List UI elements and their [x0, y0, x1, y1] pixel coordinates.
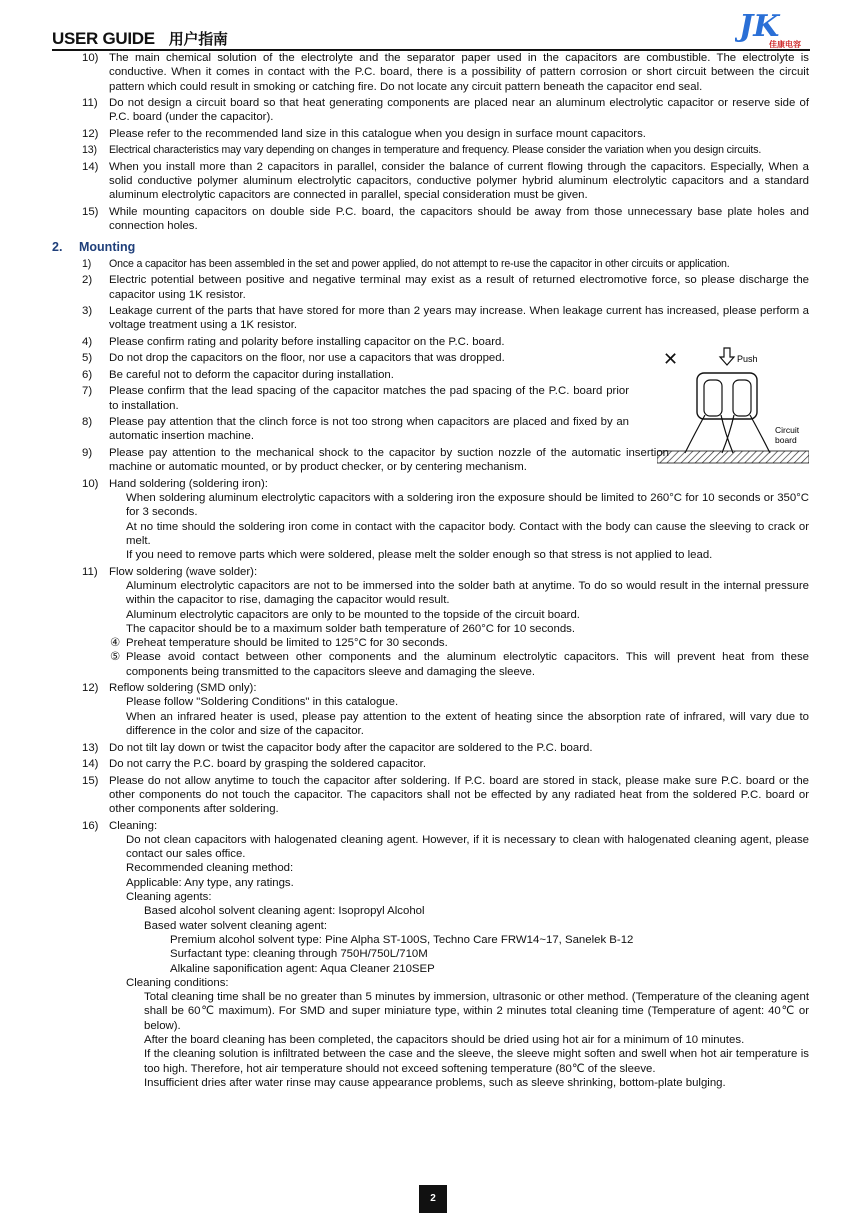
item-text: The main chemical solution of the electrolyte and the separator paper used in the capacitors are combustible. The electrolyte is conductive. When it comes in contact with the P.C. board, there is a possibility of pattern corrosion or short circuit between the circuit pattern which could result in smoking or catching fire. Do not locate any circuit pattern beneath the capacitor end seal. — [109, 52, 809, 93]
item-line: Do not clean capacitors with halogenated cleaning agent. However, if it is necessary to clean with halogenated cleaning agent, please contact our sales office. — [126, 833, 809, 861]
item-number: 4) — [82, 335, 93, 348]
item-line: Based alcohol solvent cleaning agent: Isopropyl Alcohol — [144, 905, 425, 918]
item-line: Based water solvent cleaning agent: — [144, 919, 328, 932]
item-text: Please do not allow anytime to touch the capacitor after soldering. If P.C. board are stored in stack, please make sure P.C. board or the other components do not touch the capacitor. The capacitors shall not be effected by any radiated heat from the soldered P.C. board or other components after soldering. — [109, 774, 809, 816]
item-line: Cleaning agents: — [126, 891, 212, 904]
list-item — [82, 96, 809, 125]
guide-title-cn: 用户指南 — [168, 30, 228, 48]
item-text: Please confirm rating and polarity before installing capacitor on the P.C. board. — [109, 335, 505, 348]
item-text: Do not design a circuit board so that heat generating components are placed near an aluminum electrolytic capacitor or reserve side of P.C. board (under the capacitor). — [109, 97, 809, 124]
list-item — [82, 774, 809, 817]
list-item — [82, 415, 629, 444]
list-item-hand-soldering — [82, 477, 809, 563]
item-number: 12) — [82, 682, 99, 695]
item-number: 1) — [82, 257, 92, 270]
list-item — [82, 205, 809, 234]
list-item — [82, 143, 809, 157]
item-number: 8) — [82, 416, 93, 429]
item-text: While mounting capacitors on double side P.C. board, the capacitors should be away from those unnecessary base plate holes and connection holes. — [109, 205, 809, 233]
item-line: Aluminum electrolytic capacitors are only to be mounted to the topside of the circuit board. — [126, 608, 580, 621]
circled-number: ④ — [110, 637, 121, 650]
circuit-label-2: board — [775, 435, 797, 445]
item-line-text: Please avoid contact between other components and the aluminum electrolytic capacitors. This will prevent heat from these components being transmitted to the capacitors sleeve and damaging the sleeve. — [126, 651, 809, 678]
list-item — [82, 351, 629, 365]
item-line: Applicable: Any type, any ratings. — [126, 876, 294, 889]
list-item — [82, 51, 809, 94]
item-text: Be careful not to deform the capacitor during installation. — [109, 368, 394, 381]
list-item — [82, 757, 809, 771]
item-text: Please refer to the recommended land size in this catalogue when you design in surface mount capacitors. — [109, 127, 646, 140]
circled-number: ⑤ — [110, 651, 121, 664]
item-text: Once a capacitor has been assembled in the set and power applied, do not attempt to re-use the capacitor in other circuits or application. — [109, 257, 730, 270]
item-heading: Cleaning: — [109, 819, 158, 832]
item-number: 12) — [82, 127, 99, 140]
item-number: 13) — [82, 741, 99, 754]
item-text: Please pay attention that the clinch force is not too strong when capacitors are placed and fixed by an automatic insertion machine. — [109, 416, 629, 443]
item-line: At no time should the soldering iron come in contact with the capacitor body. Contact with the body can cause the sleeving to crack or melt. — [126, 520, 809, 547]
list-item — [82, 304, 809, 333]
item-line: Premium alcohol solvent type: Pine Alpha ST-100S, Techno Care FRW14~17, Sanelek B-12 — [170, 933, 634, 946]
item-number: 7) — [82, 385, 93, 398]
list-item — [82, 127, 809, 141]
item-line: Insufficient dries after water rinse may cause appearance problems, such as sleeve shrinking, bottom-plate bulging. — [144, 1076, 726, 1089]
item-line-text: Preheat temperature should be limited to 125°C for 30 seconds. — [126, 637, 448, 650]
item-number: 14) — [82, 758, 99, 771]
item-line: The capacitor should be to a maximum solder bath temperature of 260°C for 10 seconds. — [126, 622, 576, 635]
page-header — [52, 26, 812, 50]
item-text: Electrical characteristics may vary depending on changes in temperature and frequency. Please consider the variation when you design circuits. — [109, 144, 762, 157]
item-line: Aluminum electrolytic capacitors are not to be immersed into the solder bath at anytime. To do so would result in the internal pressure within the capacitor to rise, damaging the capacitor would result. — [126, 579, 809, 607]
item-heading: Reflow soldering (SMD only): — [109, 682, 257, 695]
guide-title-en: USER GUIDE — [52, 29, 155, 48]
logo-subtext: 佳康电容 — [769, 40, 801, 49]
item-line: Alkaline saponification agent: Aqua Cleaner 210SEP — [170, 962, 435, 975]
list-item — [82, 368, 629, 382]
item-number: 11) — [82, 565, 98, 578]
item-number: 10) — [82, 477, 99, 490]
item-text: Please pay attention to the mechanical shock to the capacitor by suction nozzle of the automatic insertion machine or automatic mounted, or by product checker, or by centering mechanism. — [109, 446, 669, 474]
item-line: Total cleaning time shall be no greater than 5 minutes by immersion, ultrasonic or other method. (Temperature of the cleaning agent shall be 60℃ maximum). For SMD and super miniature type, within 2 minutes total cleaning time (Temperature of agent: 40℃ or below). — [144, 991, 809, 1032]
item-text: Do not tilt lay down or twist the capacitor body after the capacitor are soldered to the P.C. board. — [109, 741, 593, 754]
list-item — [82, 335, 629, 349]
section-heading — [52, 240, 809, 254]
company-logo — [735, 6, 813, 50]
item-number: 11) — [82, 97, 98, 110]
x-mark-icon: ✕ — [663, 349, 679, 370]
item-number: 10) — [82, 52, 99, 64]
item-line-circled-5 — [109, 650, 809, 679]
item-text: Please confirm that the lead spacing of the capacitor matches the pad spacing of the P.C. board prior to installation. — [109, 385, 629, 412]
item-heading: Flow soldering (wave solder): — [109, 565, 258, 578]
item-text: Leakage current of the parts that have stored for more than 2 years may increase. When leakage current has increased, please perform a voltage treatment using a 1K resistor. — [109, 305, 809, 332]
item-text: Do not drop the capacitors on the floor, nor use a capacitors that was dropped. — [109, 352, 505, 365]
list-item-flow-soldering — [82, 565, 809, 679]
push-label: Push — [737, 354, 758, 364]
list-item — [82, 446, 669, 475]
item-line: When an infrared heater is used, please pay attention to the extent of heating since the absorption rate of infrared, will vary due to difference in the color and size of the capacitor. — [126, 710, 809, 738]
list-item — [82, 384, 629, 413]
list-item-reflow-soldering — [82, 681, 809, 738]
item-text: Do not carry the P.C. board by grasping the soldered capacitor. — [109, 758, 427, 771]
item-number: 2) — [82, 274, 93, 287]
item-line: When soldering aluminum electrolytic capacitors with a soldering iron the exposure should be limited to 260°C for 10 seconds or 350°C for 3 seconds. — [126, 491, 809, 519]
item-text: When you install more than 2 capacitors in parallel, consider the balance of current flowing through the capacitors. Especially, When a solid conductive polymer aluminum electrolytic capacitors, conductive polymer hybrid aluminum electrolytic capacitors and a standard aluminum electrolytic capacitors are connected in parallel, special consideration must be given. — [109, 160, 809, 202]
guide-title — [52, 28, 228, 49]
section-title: Mounting — [79, 239, 136, 254]
item-number: 9) — [82, 446, 93, 459]
item-number: 3) — [82, 305, 93, 318]
item-number: 6) — [82, 368, 93, 381]
item-line: Recommended cleaning method: — [126, 862, 294, 875]
item-number: 13) — [82, 144, 97, 157]
item-number: 5) — [82, 352, 93, 365]
logo-letters: JK — [739, 9, 780, 44]
section-number: 2. — [52, 239, 63, 254]
item-line: Please follow "Soldering Conditions" in this catalogue. — [126, 696, 399, 709]
item-line: If the cleaning solution is infiltrated between the case and the sleeve, the sleeve might soften and swell when hot air temperature is too high. Therefore, hot air temperature should not exceed softening temperature (80℃ of the sleeve. — [144, 1048, 809, 1075]
list-item — [82, 741, 809, 755]
item-number: 16) — [82, 819, 99, 832]
item-line: After the board cleaning has been completed, the capacitors should be dried using hot air for a minimum of 10 minutes. — [144, 1034, 745, 1047]
circuit-label-1: Circuit — [775, 425, 800, 435]
list-item — [82, 257, 809, 271]
item-number: 15) — [82, 205, 99, 218]
item-text: Electric potential between positive and negative terminal may exist as a result of returned electromotive force, so please discharge the capacitor using 1K resistor. — [109, 274, 809, 301]
page-number: 2 — [419, 1185, 447, 1213]
item-number: 15) — [82, 774, 99, 787]
list-item-cleaning — [82, 819, 809, 1091]
item-line: If you need to remove parts which were soldered, please melt the solder enough so that stress is not applied to lead. — [126, 549, 713, 562]
document-body — [52, 51, 809, 1092]
item-line: Surfactant type: cleaning through 750H/750L/710M — [170, 948, 428, 961]
list-item — [82, 160, 809, 203]
item-heading: Hand soldering (soldering iron): — [109, 477, 268, 490]
item-line-circled-4 — [109, 636, 809, 650]
item-number: 14) — [82, 160, 99, 173]
item-line: Cleaning conditions: — [126, 976, 229, 989]
list-item — [82, 273, 809, 302]
